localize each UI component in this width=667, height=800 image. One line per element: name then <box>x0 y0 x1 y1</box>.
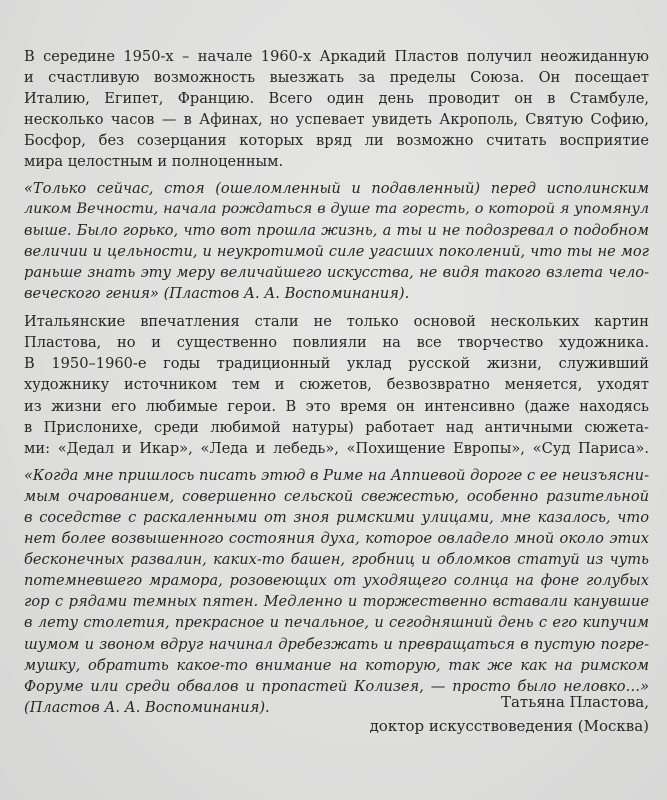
text-line: несколько часов — в Афинах, но успевает увидеть Акрополь, Святую Софию, <box>24 111 649 129</box>
text-line: веческого гения» (Пластов А. А. Воспоминания). <box>24 285 410 303</box>
text-line: Форуме или среди обвалов и пропастей Колизея, — просто было неловко…» <box>24 677 649 695</box>
text-line: В 1950–1960-е годы традиционный уклад русской жизни, служивший <box>24 355 649 373</box>
quote-memoirs-1 <box>24 178 649 305</box>
text-line: нет более возвышенного состояния духа, которое овладело мной около этих <box>24 530 649 548</box>
article-text <box>24 46 649 718</box>
paragraph-intro <box>24 46 649 173</box>
text-line: в лету столетия, прекрасное и печальное, и сегодняшний день с его кипучим <box>24 614 649 632</box>
text-line: в Прислонихе, среди любимой натуры) работает над античными сюжета- <box>24 418 649 436</box>
text-line: потемневшего мрамора, розовеющих от уходящего солнца на фоне голубых <box>24 572 649 590</box>
paragraph-italian-impressions <box>24 311 649 459</box>
text-line: мушку, обратить какое-то внимание на которую, так же как на римском <box>24 656 649 674</box>
text-line: В середине 1950-х – начале 1960-х Аркадий Пластов получил неожиданную <box>24 48 649 65</box>
text-line: выше. Было горько, что вот прошла жизнь, а ты и не подозревал о подобном <box>24 221 649 239</box>
text-line: «Когда мне пришлось писать этюд в Риме на Аппиевой дороге с ее неизъясни- <box>24 466 649 484</box>
text-line: гор с рядами темных пятен. Медленно и торжественно вставали канувшие <box>24 593 649 611</box>
text-line: шумом и звоном вдруг начинал дребезжать и превращаться в пустую погре- <box>24 635 649 653</box>
text-line: мира целостным и полноценным. <box>24 153 284 171</box>
text-line: Итальянские впечатления стали не только основой нескольких картин <box>24 313 649 331</box>
text-line: ми: «Дедал и Икар», «Леда и лебедь», «Похищение Европы», «Суд Париса». <box>24 439 649 457</box>
text-line: раньше знать эту меру величайшего искусства, не видя такого взлета чело- <box>24 263 649 281</box>
text-line: (Пластов А. А. Воспоминания). <box>24 698 270 716</box>
text-line: «Только сейчас, стоя (ошеломленный и подавленный) перед исполинским <box>24 179 649 197</box>
text-line: Босфор, без созерцания которых вряд ли возможно считать восприятие <box>24 132 649 150</box>
text-line: Италию, Египет, Францию. Всего один день проводит он в Стамбуле, <box>24 90 649 108</box>
quote-memoirs-2 <box>24 465 649 718</box>
text-line: и счастливую возможность выезжать за пределы Союза. Он посещает <box>24 69 649 87</box>
text-line: Пластова, но и существенно повлияли на все творчество художника. <box>24 334 649 352</box>
text-line: в соседстве с раскаленными от зноя римскими улицами, мне казалось, что <box>24 508 649 526</box>
text-line: бесконечных развалин, каких-то башен, гробниц и обломков статуй из чуть <box>24 551 649 569</box>
author-name: Татьяна Пластова, <box>500 693 649 711</box>
text-line: мым очарованием, совершенно сельской свежестью, особенно разительной <box>24 487 649 505</box>
author-signature <box>370 690 649 738</box>
text-line: из жизни его любимые герои. В это время он интенсивно (даже находясь <box>24 397 649 415</box>
author-title: доктор искусствоведения (Москва) <box>369 717 649 735</box>
text-line: художнику источником тем и сюжетов, безвозвратно меняется, уходят <box>24 376 649 394</box>
text-line: ликом Вечности, начала рождаться в душе та горесть, о которой я упомянул <box>24 200 649 217</box>
text-line: величии и цельности, и неукротимой силе угасших поколений, что ты не мог <box>24 242 649 260</box>
